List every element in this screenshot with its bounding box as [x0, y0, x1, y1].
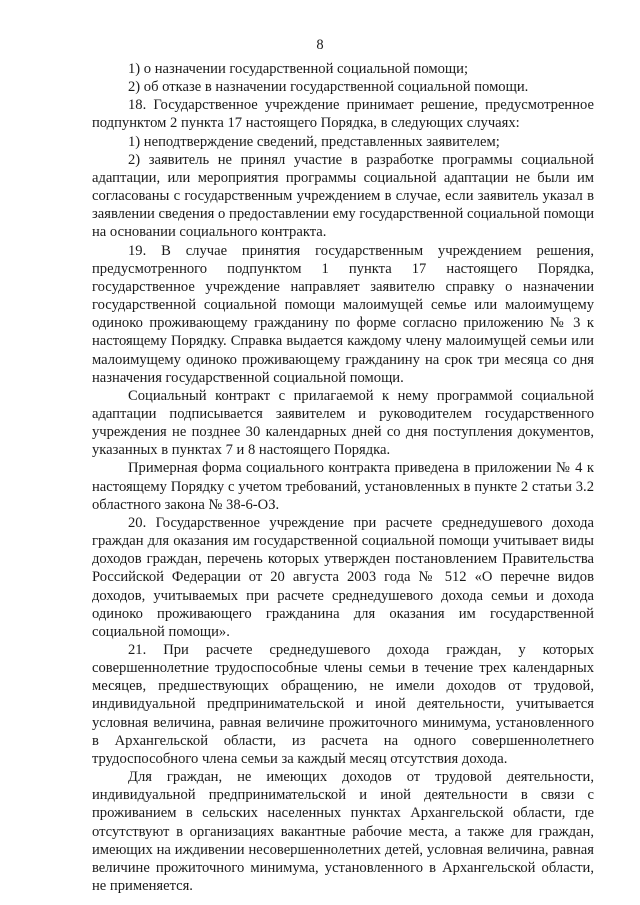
- clause-20: 20. Государственное учреждение при расчете среднедушевого дохода граждан для оказания им государственной социальной помощи учитывает виды доходов граждан, перечень которых утвержден постановлением Правительства Российской Федерации от 20 августа 2003 года № 512 «О перечне видов доходов, учитываемых при расчете среднедушевого дохода семьи и дохода одиноко проживающего гражданина для оказания им государственной социальной помощи».: [92, 514, 594, 640]
- sample-form-paragraph: Примерная форма социального контракта приведена в приложении № 4 к настоящему Порядку с учетом требований, установленных в пункте 2 статьи 3.2 областного закона № 38-6-ОЗ.: [92, 460, 594, 513]
- list-item-no-participation: 2) заявитель не принял участие в разработке программы социальной адаптации, или мероприятия программы социальной адаптации не были им согласованы с государственным учреждением в случае, если заявитель указал в заявлении сведения о предоставлении ему государственной социальной помощи на основании социального контракта.: [92, 151, 594, 241]
- social-contract-paragraph: Социальный контракт с прилагаемой к нему программой социальной адаптации подписывается заявителем и руководителем государственного учреждения не позднее 30 календарных дней со дня поступления документов, указанных в пунктах 7 и 8 настоящего Порядка.: [92, 387, 594, 459]
- page-number: 8: [316, 37, 324, 53]
- clause-19: 19. В случае принятия государственным учреждением решения, предусмотренного подпунктом 1 пункта 17 настоящего Порядка, государственное учреждение направляет заявителю справку о назначении государственной социальной помощи малоимущей семье или малоимущему одиноко проживающему гражданину по форме согласно приложению № 3 к настоящему Порядку. Справка выдается каждому члену малоимущей семьи или малоимущему одиноко проживающему гражданину на срок три месяца со дня назначения государственной социальной помощи.: [92, 242, 594, 386]
- list-item-decision-grant: 1) о назначении государственной социальной помощи;: [128, 61, 469, 77]
- list-item-decision-refusal: 2) об отказе в назначении государственной социальной помощи.: [128, 79, 529, 96]
- clause-18: 18. Государственное учреждение принимает решение, предусмотренное подпунктом 2 пункта 17 настоящего Порядка, в следующих случаях:: [92, 97, 594, 132]
- document-body: [92, 60, 594, 895]
- rural-exception-paragraph: Для граждан, не имеющих доходов от трудовой деятельности, индивидуальной предпринимательской и иной деятельности в связи с проживанием в сельских населенных пунктах Архангельской области, где отсутствуют в организациях вакантные рабочие места, а также для граждан, имеющих на иждивении несовершеннолетних детей, условная величина, равная величине прожиточного минимума, установленного в Архангельской области, не применяется.: [92, 769, 594, 895]
- clause-21: 21. При расчете среднедушевого дохода граждан, у которых совершеннолетние трудоспособные члены семьи в течение трех календарных месяцев, предшествующих обращению, не имели доходов от трудовой, индивидуальной предпринимательской и иной деятельности, учитывается условная величина, равная величине прожиточного минимума, установленного в Архангельской области, из расчета на одного совершеннолетнего трудоспособного члена семьи за каждый месяц отсутствия дохода.: [92, 642, 594, 767]
- list-item-unconfirmed-data: 1) неподтверждение сведений, представленных заявителем;: [128, 133, 500, 150]
